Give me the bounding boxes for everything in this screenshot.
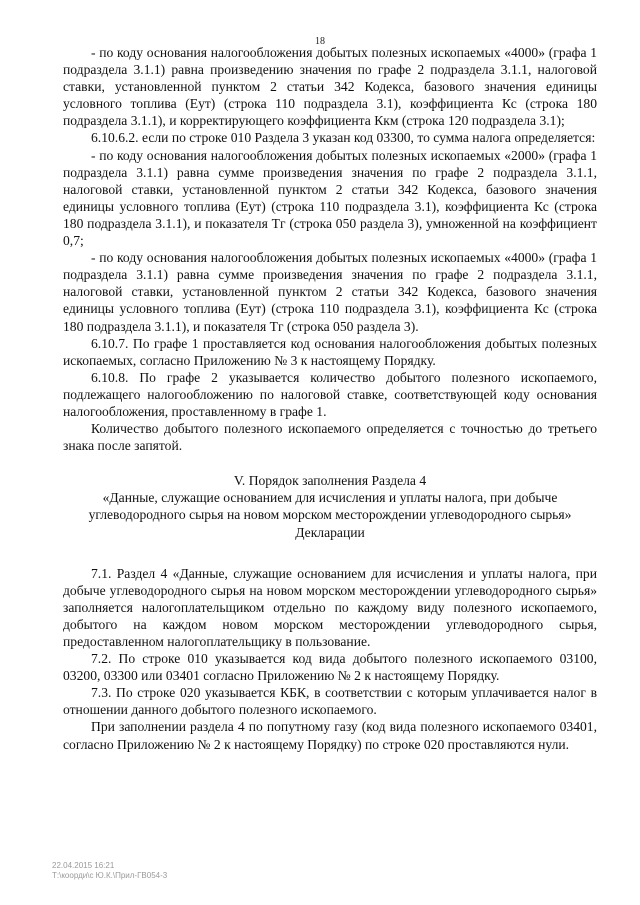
paragraph: 7.3. По строке 020 указывается КБК, в соответствии с которым уплачивается налог в отношении данного добытого полезного ископаемого. [63, 685, 597, 718]
paragraph: - по коду основания налогообложения добытых полезных ископаемых «4000» (графа 1 подраздела 3.1.1) равна произведению значения по графе 2 подраздела 3.1.1, налоговой ставки, установленной пунктом 2 статьи 342 Кодекса, базового значения единицы условного топлива (Еут) (строка 110 подраздела 3.1), коэффициента Кс (строка 180 подраздела 3.1.1), и корректирующего коэффициента Ккм (строка 120 подраздела 3.1); [63, 45, 597, 129]
paragraph: 7.1. Раздел 4 «Данные, служащие основанием для исчисления и уплаты налога, при добыче углеводородного сырья на новом морском месторождении углеводородного сырья» заполняется налогоплательщиком отдельно по каждому виду полезного ископаемого, добытого на каждом новом морском месторождении углеводородного сырья, предоставленном налогоплательщику в пользование. [63, 565, 597, 649]
footer-timestamp: 22.04.2015 16:21 [52, 861, 115, 870]
footer-file-path: Т:\коорди\с Ю.К.\Прил-ГВ054-3 [52, 871, 168, 880]
paragraph: Количество добытого полезного ископаемого определяется с точностью до третьего знака после запятой. [63, 421, 597, 454]
section-heading: V. Порядок заполнения Раздела 4 [233, 473, 427, 489]
paragraph: При заполнении раздела 4 по попутному газу (код вида полезного ископаемого 03401, согласно Приложению № 2 к настоящему Порядку) по строке 020 проставляются нули. [63, 719, 597, 752]
paragraph: 6.10.7. По графе 1 проставляется код основания налогообложения добытых полезных ископаемых, согласно Приложению № 3 к настоящему Порядку. [63, 335, 597, 368]
document-body [63, 44, 597, 753]
footer-stamp [52, 861, 167, 881]
paragraph: - по коду основания налогообложения добытых полезных ископаемых «2000» (графа 1 подраздела 3.1.1) равна сумме произведения значения по графе 2 подраздела 3.1.1, налоговой ставки, установленной пунктом 2 статьи 342 Кодекса, базового значения единицы условного топлива (Еут) (строка 110 подраздела 3.1), коэффициента Кс (строка 180 подраздела 3.1.1), и показателя Тг (строка 050 раздела 3), умноженной на коэффициент 0,7; [63, 147, 597, 249]
page-number: 18 [315, 36, 325, 47]
section-subheading: «Данные, служащие основанием для исчисления и уплаты налога, при добыче углеводородного сырья на новом морском месторождении углеводородного сырья» Декларации [88, 490, 572, 540]
paragraph: 6.10.8. По графе 2 указывается количество добытого полезного ископаемого, подлежащего налогообложению по налоговой ставке, соответствующей коду основания налогообложения, проставленному в графе 1. [63, 369, 597, 419]
paragraph: 6.10.6.2. если по строке 010 Раздела 3 указан код 03300, то сумма налога определяется: [91, 130, 596, 146]
paragraph: 7.2. По строке 010 указывается код вида добытого полезного ископаемого 03100, 03200, 03300 или 03401 согласно Приложению № 2 к настоящему Порядку. [63, 651, 597, 684]
paragraph: - по коду основания налогообложения добытых полезных ископаемых «4000» (графа 1 подраздела 3.1.1) равна сумме произведения значения по графе 2 подраздела 3.1.1, налоговой ставки, установленной пунктом 2 статьи 342 Кодекса, базового значения единицы условного топлива (Еут) (строка 110 подраздела 3.1), коэффициента Кс (строка 180 подраздела 3.1.1), и показателя Тг (строка 050 раздела 3). [63, 250, 597, 334]
